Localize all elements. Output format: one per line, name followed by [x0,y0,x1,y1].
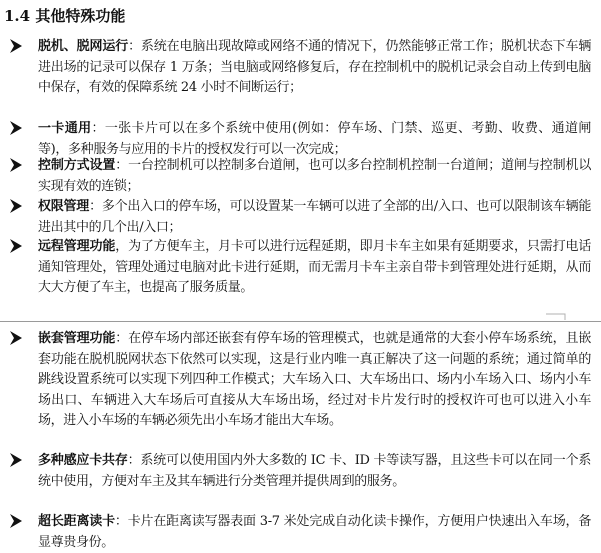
arrow-bullet-icon [9,330,23,346]
list-item-term: 超长距离读卡 [38,514,115,529]
list-item-term: 多种感应卡共存 [38,453,128,468]
list-item-term: 控制方式设置 [38,158,116,173]
list-item-term: 远程管理功能 [38,239,116,254]
list-item-text [38,37,591,99]
section-title: 其他特殊功能 [35,7,126,25]
list-item-text [38,119,591,160]
arrow-bullet-icon [9,513,23,529]
list-item-term: 一卡通用 [38,121,92,136]
arrow-bullet-icon [9,38,23,54]
arrow-bullet-icon [9,198,23,214]
list-item-text [38,156,591,197]
list-item-description: ：多个出入口的停车场，可以设置某一车辆可以进了全部的出/入口、也可以限制该车辆能进出其中的几个出/入口； [38,199,591,235]
page-corner-mark-left [546,313,566,320]
list-item-description: ，为了方便车主，月卡可以进行远程延期，即月卡车主如果有延期要求，只需打电话通知管理处，管理处通过电脑对此卡进行延期，而无需月卡车主亲自带卡到管理处进行延期，从而大大方便了车主，也提高了服务质量。 [38,239,591,295]
list-item-text [38,197,591,238]
arrow-bullet-icon [9,238,23,254]
list-item-text [38,237,591,299]
page-break-divider [0,321,601,322]
list-item-text [38,329,591,432]
list-item-text [38,512,591,553]
list-item-text [38,451,591,492]
list-item-description: ：一台控制机可以控制多台道闸，也可以多台控制机控制一台道闸；道闸与控制机以实现有效的连锁； [38,158,591,194]
section-heading [4,5,125,27]
section-number: 1.4 [4,7,31,25]
list-item-description: ：卡片在距离读写器表面 3-7 米处完成自动化读卡操作，方便用户快速出入车场，备显尊贵身份。 [38,514,591,550]
list-item-description: ：系统在电脑出现故障或网络不通的情况下，仍然能够正常工作；脱机状态下车辆进出场的记录可以保存 1 万条；当电脑或网络修复后，存在控制机中的脱机记录会自动上传到电脑中保存，有效的保障系统 24 小时不间断运行； [38,39,591,95]
arrow-bullet-icon [9,452,23,468]
list-item-term: 权限管理 [38,199,90,214]
list-item-term: 嵌套管理功能 [38,331,116,346]
list-item-description: ：系统可以使用国内外大多数的 IC 卡、ID 卡等读写器，且这些卡可以在同一个系统中使用，方便对车主及其车辆进行分类管理并提供周到的服务。 [38,453,591,489]
list-item-description: ：在停车场内部还嵌套有停车场的管理模式，也就是通常的大套小停车场系统，且嵌套功能在脱机脱网状态下依然可以实现，这是行业内唯一真正解决了这一问题的系统；通过简单的跳线设置系统可以实现下列四种工作模式；大车场入口、大车场出口、场内小车场入口、场内小车场出口、车辆进入大车场后可直接从大车场出场，经过对卡片发行时的授权许可也可以进入小车场，进入小车场的车辆必须先出小车场才能出大车场。 [38,331,591,428]
list-item-term: 脱机、脱网运行 [38,39,129,54]
arrow-bullet-icon [9,157,23,173]
arrow-bullet-icon [9,120,23,136]
list-item-description: ：一张卡片可以在多个系统中使用(例如：停车场、门禁、巡更、考勤、收费、通道闸等)，多种服务与应用的卡片的授权发行可以一次完成； [38,121,591,157]
